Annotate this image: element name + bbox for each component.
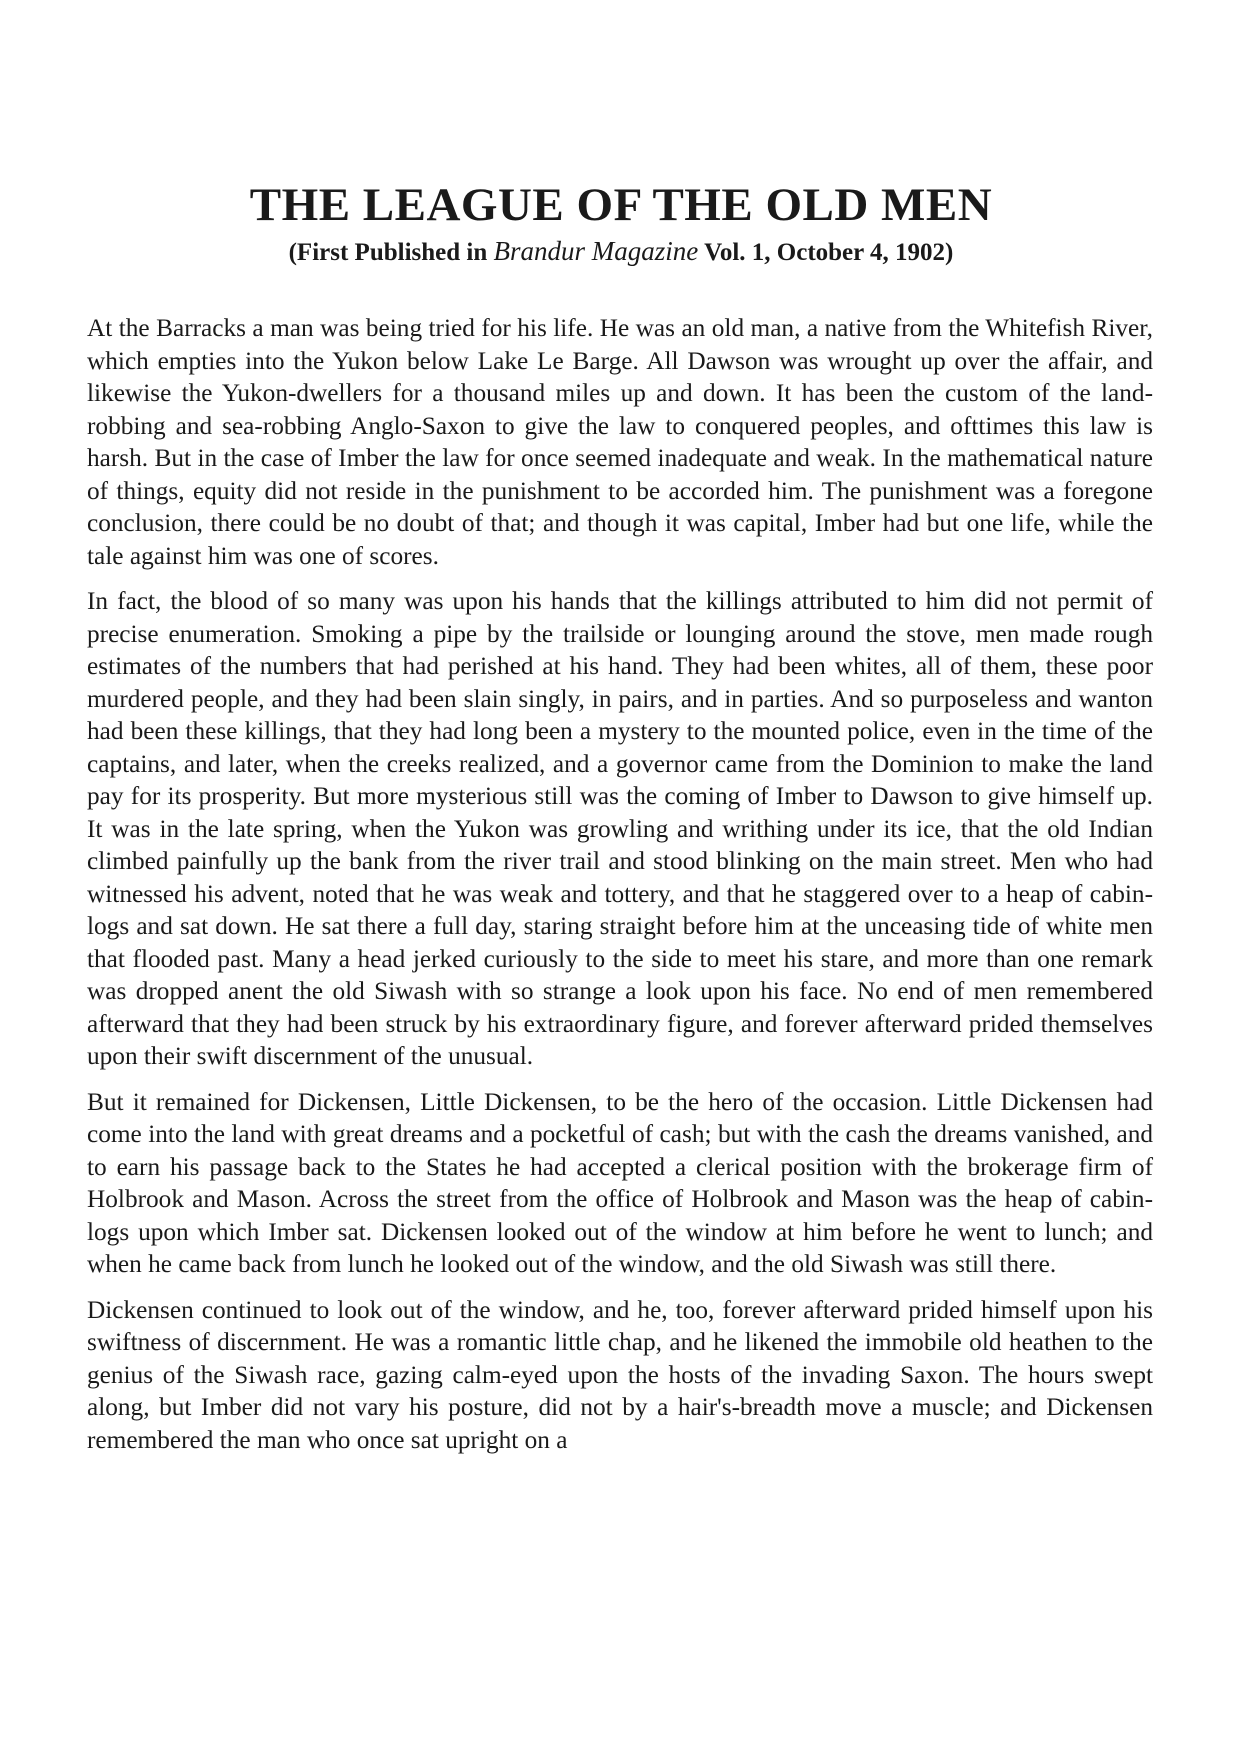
paragraph-4: Dickensen continued to look out of the window, and he, too, forever afterward prided himself upon his swiftness of discernment. He was a romantic little chap, and he likened the immobile old heathen to the genius of the Siwash race, gazing calm-eyed upon the hosts of the invading Saxon. The hours swept along, but Imber did not vary his posture, did not by a hair's-breadth move a muscle; and Dickensen remembered the man who once sat upright on a	[87, 1295, 1153, 1454]
paragraph-1: At the Barracks a man was being tried for his life. He was an old man, a native from the Whitefish River, which empties into the Yukon below Lake Le Barge. All Dawson was wrought up over the affair, and likewise the Yukon-dwellers for a thousand miles up and down. It has been the custom of the land-robbing and sea-robbing Anglo-Saxon to give the law to conquered peoples, and ofttimes this law is harsh. But in the case of Imber the law for once seemed inadequate and weak. In the mathematical nature of things, equity did not reside in the punishment to be accorded him. The punishment was a foregone conclusion, there could be no doubt of that; and though it was capital, Imber had but one life, while the tale against him was one of scores.	[87, 314, 1153, 570]
paragraph-2: In fact, the blood of so many was upon his hands that the killings attributed to him did not permit of precise enumeration. Smoking a pipe by the trailside or lounging around the stove, men made rough estimates of the numbers that had perished at his hand. They had been whites, all of them, these poor murdered people, and they had been slain singly, in pairs, and in parties. And so purposeless and wanton had been these killings, that they had long been a mystery to the mounted police, even in the time of the captains, and later, when the creeks realized, and a governor came from the Dominion to make the land pay for its prosperity. But more mysterious still was the coming of Imber to Dawson to give himself up. It was in the late spring, when the Yukon was growling and writhing under its ice, that the old Indian climbed painfully up the bank from the river trail and stood blinking on the main street. Men who had witnessed his advent, noted that he was weak and tottery, and that he staggered over to a heap of cabin-logs and sat down. He sat there a full day, staring straight before him at the unceasing tide of white men that flooded past. Many a head jerked curiously to the side to meet his stare, and more than one remark was dropped anent the old Siwash with so strange a look upon his face. No end of men remembered afterward that they had been struck by his extraordinary figure, and forever afterward prided themselves upon their swift discernment of the unusual.	[87, 587, 1153, 1070]
page-title: THE LEAGUE OF THE OLD MEN	[249, 179, 993, 231]
story-body	[87, 312, 1153, 1469]
publication-note	[0, 234, 1242, 270]
publication-note-suffix: Vol. 1, October 4, 1902)	[704, 239, 954, 266]
publication-note-prefix: (First Published in	[288, 239, 488, 266]
magazine-name: Brandur Magazine	[493, 236, 699, 266]
paragraph-3: But it remained for Dickensen, Little Dickensen, to be the hero of the occasion. Little Dickensen had come into the land with great dreams and a pocketful of cash; but with the cash the dreams vanished, and to earn his passage back to the States he had accepted a clerical position with the brokerage firm of Holbrook and Mason. Across the street from the office of Holbrook and Mason was the heap of cabin-logs upon which Imber sat. Dickensen looked out of the window at him before he went to lunch; and when he came back from lunch he looked out of the window, and the old Siwash was still there.	[87, 1087, 1153, 1278]
